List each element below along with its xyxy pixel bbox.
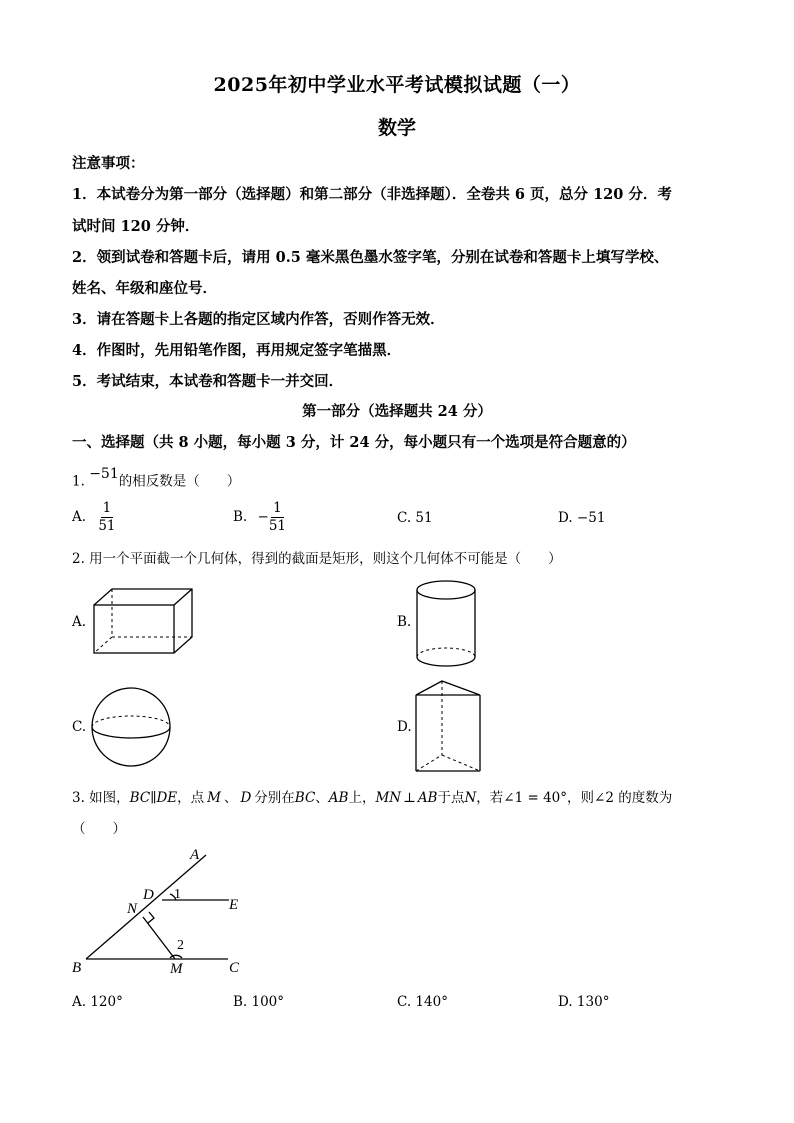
- q2-option-b[interactable]: B.: [397, 614, 412, 630]
- label-e: E: [229, 897, 239, 913]
- q1-option-a-fraction: [98, 500, 115, 535]
- notes-heading: 注意事项：: [72, 155, 145, 172]
- segment-ab: AB: [328, 790, 349, 806]
- point-m: M: [207, 790, 221, 806]
- segment-de: DE: [156, 790, 178, 806]
- q3-option-a[interactable]: A. 120°: [72, 994, 123, 1010]
- label-a: A: [190, 847, 200, 863]
- q3-option-d[interactable]: D. 130°: [558, 994, 610, 1010]
- q3-text: 、: [315, 790, 329, 806]
- q1-option-d[interactable]: D. −51: [558, 510, 606, 526]
- point-n: N: [464, 790, 477, 806]
- label-c: C: [229, 960, 240, 976]
- note-3: 3．请在答题卡上各题的指定区域内作答，否则作答无效．: [72, 311, 445, 328]
- perpendicular-symbol: ⊥: [403, 790, 416, 806]
- exam-title: 2025年初中学业水平考试模拟试题（一）: [213, 74, 581, 96]
- q1-option-c[interactable]: C. 51: [397, 510, 433, 526]
- q3-text: ，若∠1 = 40°，则∠2 的度数为: [476, 790, 673, 806]
- q2-option-a[interactable]: A.: [72, 614, 87, 630]
- minus-sign: −: [257, 509, 269, 525]
- q3-text: 、: [223, 790, 238, 806]
- note-4: 4．作图时，先用铅笔作图，再用规定签字笔描黑．: [72, 342, 402, 359]
- part-1-title: 第一部分（选择题共 24 分）: [302, 403, 492, 420]
- label-angle-2: 2: [177, 938, 184, 953]
- label-b: B: [72, 960, 82, 976]
- question-3-paren: （ ）: [72, 821, 126, 837]
- q1-option-b-fraction: [269, 500, 286, 535]
- q3-text: 于点: [437, 790, 465, 806]
- q3-text: ，点: [177, 790, 205, 806]
- fraction-numerator: 1: [102, 500, 112, 516]
- q1-option-b[interactable]: [233, 500, 286, 535]
- sphere-figure: [90, 686, 172, 768]
- question-1-text: 的相反数是（ ）: [118, 473, 241, 490]
- question-2: 2. 用一个平面截一个几何体，得到的截面是矩形，则这个几何体不可能是（ ）: [72, 551, 562, 567]
- question-1-number: 1.: [72, 473, 85, 490]
- q3-text: 分别在: [254, 790, 295, 806]
- label-angle-1: 1: [174, 887, 181, 902]
- note-1-line-2: 试时间 120 分钟．: [72, 218, 200, 235]
- question-1: [72, 468, 240, 490]
- cuboid-figure: [92, 587, 196, 655]
- label-m: M: [170, 961, 183, 977]
- label-n: N: [127, 901, 138, 917]
- note-2-line-1: 2．领到试卷和答题卡后，请用 0.5 毫米黑色墨水签字笔，分别在试卷和答题卡上填写学校、: [72, 249, 669, 266]
- segment-ab: AB: [417, 790, 438, 806]
- q3-text-prefix: 3. 如图，: [72, 790, 130, 806]
- triangular-prism-figure: [414, 679, 484, 774]
- question-1-expression: −51: [89, 466, 119, 482]
- q3-geometry-figure: [66, 843, 256, 977]
- question-3: [72, 786, 672, 806]
- fraction-denominator: 51: [268, 518, 287, 534]
- q1-option-a-label: A.: [72, 509, 87, 525]
- subject-title: 数学: [377, 117, 416, 139]
- cylinder-figure: [416, 579, 478, 669]
- q1-option-b-label: B.: [233, 509, 248, 525]
- fraction-numerator: 1: [273, 500, 282, 516]
- segment-mn: MN: [375, 790, 402, 806]
- segment-bc: BC: [129, 790, 151, 806]
- q3-text: 上，: [348, 790, 376, 806]
- q2-option-d[interactable]: D.: [397, 719, 412, 735]
- note-2-line-2: 姓名、年级和座位号．: [72, 280, 217, 297]
- fraction-denominator: 51: [98, 518, 116, 534]
- q3-option-b[interactable]: B. 100°: [233, 994, 285, 1010]
- parallel-symbol: ∥: [150, 790, 157, 806]
- q1-option-a[interactable]: [72, 500, 116, 535]
- q3-option-c[interactable]: C. 140°: [397, 994, 448, 1010]
- segment-bc: BC: [294, 790, 316, 806]
- point-d: D: [240, 790, 252, 806]
- q2-option-c[interactable]: C.: [72, 719, 87, 735]
- label-d: D: [143, 887, 154, 903]
- note-1-line-1: 1．本试卷分为第一部分（选择题）和第二部分（非选择题）．全卷共 6 页，总分 120 分．考: [72, 186, 672, 203]
- note-5: 5．考试结束，本试卷和答题卡一并交回．: [72, 373, 344, 390]
- section-1-title: 一、选择题（共 8 小题，每小题 3 分，计 24 分，每小题只有一个选项是符合题意的）: [72, 434, 636, 451]
